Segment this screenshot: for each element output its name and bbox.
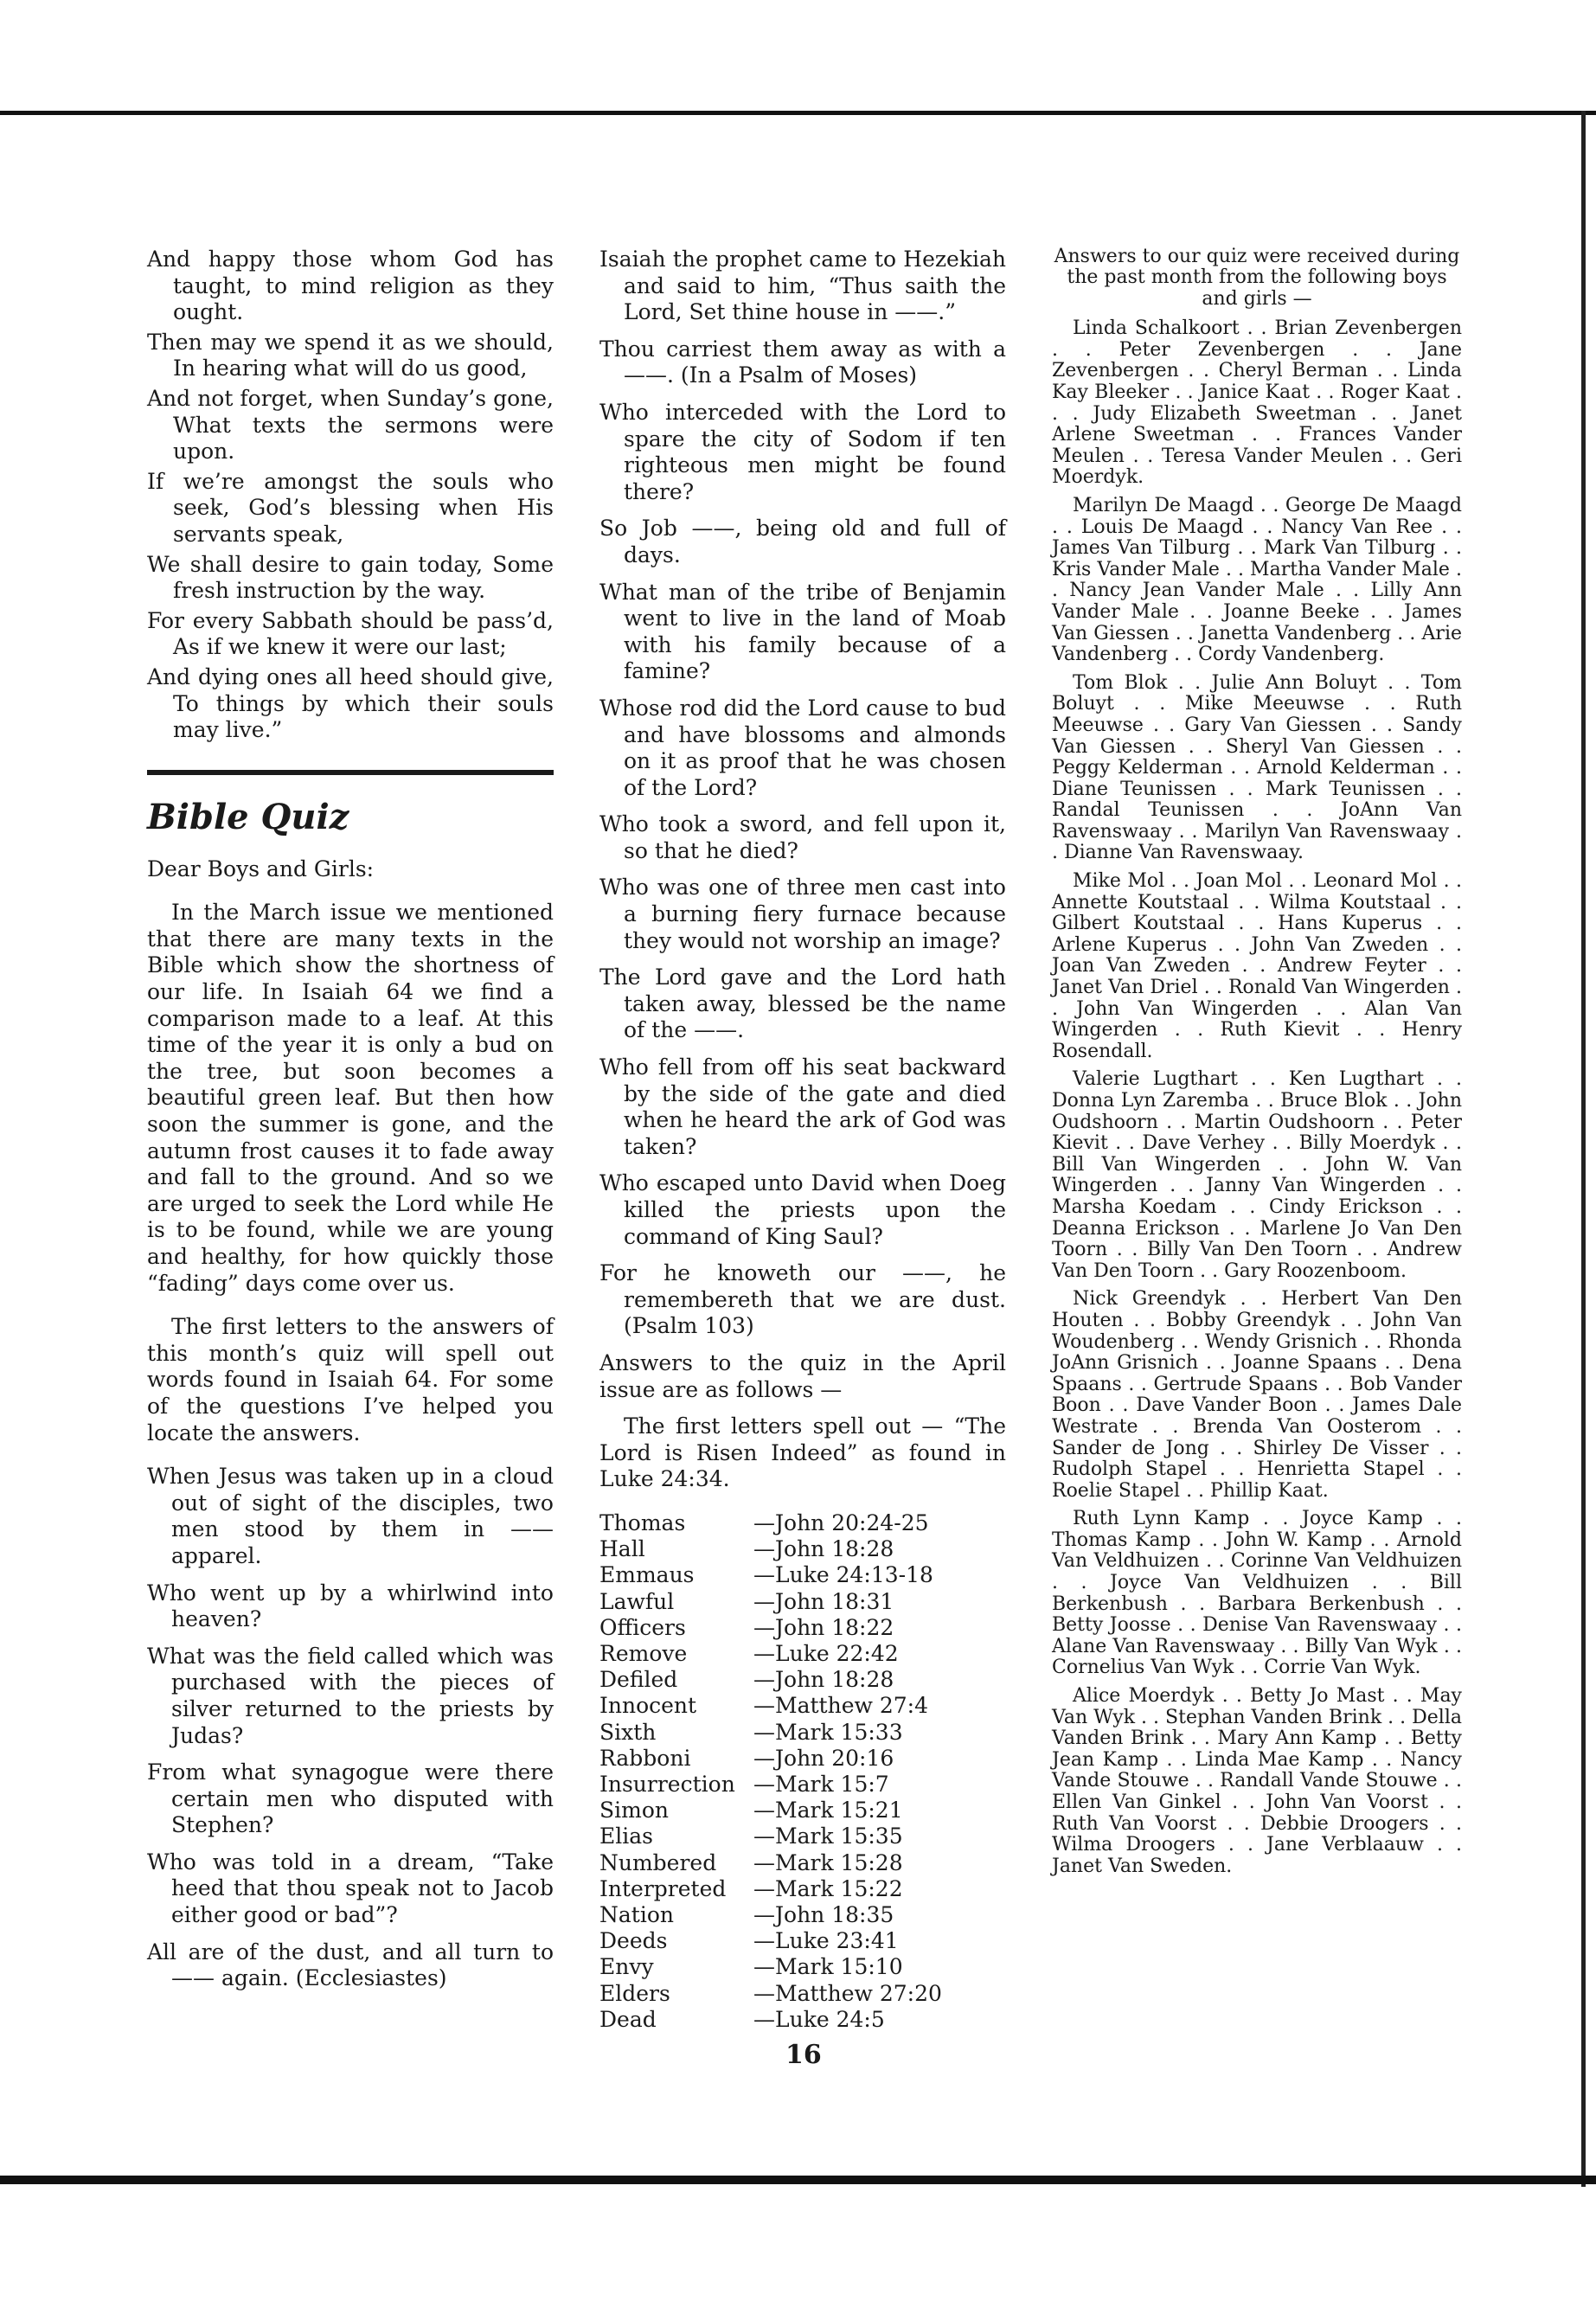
column-right	[1052, 247, 1462, 1884]
quiz-paragraph: The first letters to the answers of this month’s quiz will spell out words found in Isaiah 64. For some of the questions I’ve helped you locate the answers.	[147, 1314, 554, 1445]
answer-word: Interpreted	[599, 1875, 727, 1901]
page-edge-bottom	[0, 2176, 1596, 2184]
quiz-question: From what synagogue were there certain men who disputed with Stephen?	[147, 1759, 554, 1838]
poem-line: And dying ones all heed should give, To things by which their souls may live.”	[147, 663, 554, 743]
answer-row	[599, 1902, 942, 1928]
poem-line: We shall desire to gain today, Some fresh instruction by the way.	[147, 551, 554, 604]
answer-row	[599, 2007, 942, 2033]
poem-line: Then may we spend it as we should, In hearing what will do us good,	[147, 329, 554, 381]
quiz-question: When Jesus was taken up in a cloud out of sight of the disciples, two men stood by them in —— apparel.	[147, 1464, 554, 1568]
poem	[147, 247, 554, 744]
quiz-question: Thou carriest them away as with a ——. (In a Psalm of Moses)	[599, 336, 1006, 388]
poem-line: And happy those whom God has taught, to mind religion as they ought.	[147, 247, 554, 325]
names-paragraph: Ruth Lynn Kamp . . Joyce Kamp . . Thomas Kamp . . John W. Kamp . . Arnold Van Veldhuizen . . Corinne Van Veldhuizen . . Joyce Van Veldhuizen . . Bill Berkenbush . . Barbara Berkenbush . . Betty Joosse . . Denise Van Ravenswaay . . Alane Van Ravenswaay . . Billy Van Wyk . . Cornelius Van Wyk . . Corrie Van Wyk.	[1052, 1508, 1462, 1679]
quiz-question: Who was one of three men cast into a burning fiery furnace because they would not worship an image?	[599, 875, 1006, 953]
answer-row	[599, 1589, 942, 1615]
answer-reference: —Mark 15:33	[753, 1719, 903, 1745]
names-paragraph: Mike Mol . . Joan Mol . . Leonard Mol . . Annette Koutstaal . . Wilma Koutstaal . . Gilbert Koutstaal . . Hans Kuperus . . Arlene Kuperus . . John Van Zweden . . Joan Van Zweden . . Andrew Feyter . . Janet Van Driel . . Ronald Van Wingerden . . John Van Wingerden . . Alan Van Wingerden . . Ruth Kievit . . Henry Rosendall.	[1052, 870, 1462, 1062]
answer-reference: —John 18:35	[753, 1901, 894, 1927]
quiz-question: Whose rod did the Lord cause to bud and have blossoms and almonds on it as proof that he was chosen of the Lord?	[599, 695, 1006, 800]
quiz-question: Who was told in a dream, “Take heed that thou speak not to Jacob either good or bad”?	[147, 1849, 554, 1928]
answer-row	[599, 1667, 942, 1693]
answers-note: The first letters spell out — “The Lord is Risen Indeed” as found in Luke 24:34.	[599, 1413, 1006, 1492]
answer-word: Dead	[599, 2006, 657, 2032]
names-paragraph: Linda Schalkoort . . Brian Zevenbergen . . Peter Zevenbergen . . Jane Zevenbergen . . Cheryl Berman . . Linda Kay Bleeker . . Janice Kaat . . Roger Kaat . . . Judy Elizabeth Sweetman . . Janet Arlene Sweetman . . Frances Vander Meulen . . Teresa Vander Meulen . . Geri Moerdyk.	[1052, 317, 1462, 489]
answers-intro: Answers to the quiz in the April issue are as follows —	[599, 1349, 1006, 1402]
names-paragraph: Valerie Lugthart . . Ken Lugthart . . Donna Lyn Zaremba . . Bruce Blok . . John Oudshoorn . . Martin Oudshoorn . . Peter Kievit . . Dave Verhey . . Billy Moerdyk . . Bill Van Wingerden . . John W. Van Wingerden . . Janny Van Wingerden . . Marsha Koedam . . Cindy Erickson . . Deanna Erickson . . Marlene Jo Van Den Toorn . . Billy Van Den Toorn . . Andrew Van Den Toorn . . Gary Roozenboom.	[1052, 1068, 1462, 1282]
poem-line: And not forget, when Sunday’s gone, What texts the sermons were upon.	[147, 385, 554, 465]
answer-reference: —John 18:28	[753, 1536, 894, 1562]
answer-reference: —Mark 15:28	[753, 1849, 903, 1875]
answer-word: Deeds	[599, 1928, 668, 1954]
quiz-salutation: Dear Boys and Girls:	[147, 856, 375, 881]
answer-row	[599, 1693, 942, 1719]
answer-row	[599, 1981, 942, 2007]
answer-reference: —Mark 15:10	[753, 1954, 903, 1980]
quiz-question: Who escaped unto David when Doeg killed the priests upon the command of King Saul?	[599, 1170, 1006, 1249]
quiz-question: Who interceded with the Lord to spare the city of Sodom if ten righteous men might be found there?	[599, 399, 1006, 504]
answer-row	[599, 1536, 942, 1562]
answer-word: Sixth	[599, 1719, 657, 1745]
answer-reference: —Luke 22:42	[753, 1640, 899, 1666]
quiz-question: For he knoweth our ——, he remembereth that we are dust. (Psalm 103)	[599, 1260, 1006, 1339]
quiz-question: Who fell from off his seat backward by the side of the gate and died when he heard the ark of God was taken?	[599, 1054, 1006, 1159]
answer-word: Innocent	[599, 1693, 697, 1719]
page-edge-top	[0, 111, 1596, 115]
section-divider	[147, 770, 554, 775]
quiz-paragraph: In the March issue we mentioned that there are many texts in the Bible which show the shortness of our life. In Isaiah 64 we find a comparison made to a leaf. At this time of the year it is only a bud on the tree, but soon becomes a beautiful green leaf. But then how soon the summer is gone, and the autumn frost causes it to fade away and fall to the ground. And so we are urged to seek the Lord while He is to be found, while we are young and healthy, for how quickly those “fading” days come over us.	[147, 900, 554, 1296]
answer-row	[599, 1798, 942, 1823]
answer-word: Officers	[599, 1614, 686, 1640]
answer-reference: —Mark 15:22	[753, 1875, 903, 1901]
answer-reference: —Mark 15:7	[753, 1771, 889, 1797]
quiz-question: So Job ——, being old and full of days.	[599, 516, 1006, 567]
answer-row	[599, 1823, 942, 1849]
answer-word: Elders	[599, 1980, 670, 2006]
quiz-question: Isaiah the prophet came to Hezekiah and said to him, “Thus saith the Lord, Set thine house in ——.”	[599, 247, 1006, 325]
answer-row	[599, 1720, 942, 1746]
answer-reference: —John 20:16	[753, 1745, 894, 1771]
answer-word: Defiled	[599, 1667, 678, 1693]
answer-word: Simon	[599, 1798, 669, 1823]
answer-reference: —John 18:31	[753, 1588, 894, 1614]
quiz-question: All are of the dust, and all turn to —— again. (Ecclesiastes)	[147, 1939, 554, 1991]
quiz-question: Who took a sword, and fell upon it, so that he died?	[599, 811, 1006, 863]
quiz-question: What was the field called which was purchased with the pieces of silver returned to the priests by Judas?	[147, 1643, 554, 1748]
answer-row	[599, 1954, 942, 1980]
column-left	[147, 247, 554, 2003]
answer-row	[599, 1562, 942, 1588]
quiz-question: What man of the tribe of Benjamin went to live in the land of Moab with his family because of a famine?	[599, 579, 1006, 684]
answer-word: Hall	[599, 1536, 645, 1562]
answer-word: Emmaus	[599, 1562, 695, 1588]
answer-word: Lawful	[599, 1588, 675, 1614]
answer-reference: —John 20:24-25	[753, 1509, 929, 1535]
answer-reference: —Luke 23:41	[753, 1928, 899, 1954]
column-middle	[599, 247, 1006, 2033]
answer-row	[599, 1510, 942, 1536]
names-paragraph: Tom Blok . . Julie Ann Boluyt . . Tom Boluyt . . Mike Meeuwse . . Ruth Meeuwse . . Gary Van Giessen . . Sandy Van Giessen . . Sheryl Van Giessen . . Peggy Kelderman . . Arnold Kelderman . . Diane Teunissen . . Mark Teunissen . . Randal Teunissen . . JoAnn Van Ravenswaay . . Marilyn Van Ravenswaay . . Dianne Van Ravenswaay.	[1052, 671, 1462, 864]
answer-reference: —John 18:28	[753, 1667, 894, 1693]
answer-word: Thomas	[599, 1509, 686, 1535]
poem-line: If we’re amongst the souls who seek, God’s blessing when His servants speak,	[147, 468, 554, 547]
answer-row	[599, 1615, 942, 1641]
answer-row	[599, 1746, 942, 1772]
answers-table	[599, 1510, 942, 2033]
answer-word: Elias	[599, 1823, 653, 1849]
names-paragraph: Nick Greendyk . . Herbert Van Den Houten . . Bobby Greendyk . . John Van Woudenberg . . Wendy Grisnich . . Rhonda JoAnn Grisnich . . Joanne Spaans . . Dena Spaans . . Gertrude Spaans . . Bob Vander Boon . . Dave Vander Boon . . James Dale Westrate . . Brenda Van Oosterom . . Sander de Jong . . Shirley De Visser . . Rudolph Stapel . . Henrietta Stapel . . Roelie Stapel . . Phillip Kaat.	[1052, 1288, 1462, 1502]
quiz-question: Who went up by a whirlwind into heaven?	[147, 1580, 554, 1632]
answer-word: Numbered	[599, 1849, 717, 1875]
answer-reference: —John 18:22	[753, 1614, 894, 1640]
answer-word: Nation	[599, 1901, 674, 1927]
page-number: 16	[785, 2040, 822, 2070]
answer-reference: —Matthew 27:4	[753, 1693, 928, 1719]
answer-row	[599, 1876, 942, 1902]
page-edge-right	[1581, 111, 1586, 2187]
names-paragraph: Alice Moerdyk . . Betty Jo Mast . . May Van Wyk . . Stephan Vanden Brink . . Della Vanden Brink . . Mary Ann Kamp . . Betty Jean Kamp . . Linda Mae Kamp . . Nancy Vande Stouwe . . Randall Vande Stouwe . . Ellen Van Ginkel . . John Van Voorst . . Ruth Van Voorst . . Debbie Droogers . . Wilma Droogers . . Jane Verblaauw . . Janet Van Sweden.	[1052, 1685, 1462, 1877]
quiz-title: Bible Quiz	[147, 796, 349, 837]
answer-reference: —Matthew 27:20	[753, 1980, 942, 2006]
names-intro: Answers to our quiz were received during the past month from the following boys and girls —	[1054, 246, 1460, 310]
answer-word: Rabboni	[599, 1745, 691, 1771]
names-paragraph: Marilyn De Maagd . . George De Maagd . . Louis De Maagd . . Nancy Van Ree . . James Van Tilburg . . Mark Van Tilburg . . Kris Vander Male . . Martha Vander Male . . Nancy Jean Vander Male . . Lilly Ann Vander Male . . Joanne Beeke . . James Van Giessen . . Janetta Vandenberg . . Arie Vandenberg . . Cordy Vandenberg.	[1052, 494, 1462, 666]
answer-word: Insurrection	[599, 1771, 735, 1797]
answer-word: Envy	[599, 1954, 654, 1980]
answer-reference: —Luke 24:5	[753, 2006, 885, 2032]
quiz-question: The Lord gave and the Lord hath taken away, blessed be the name of the ——.	[599, 965, 1006, 1043]
answer-row	[599, 1928, 942, 1954]
answer-row	[599, 1772, 942, 1798]
answer-reference: —Mark 15:35	[753, 1823, 903, 1849]
answer-row	[599, 1641, 942, 1667]
poem-line: For every Sabbath should be pass’d, As if we knew it were our last;	[147, 607, 554, 660]
answer-row	[599, 1850, 942, 1876]
answer-reference: —Mark 15:21	[753, 1798, 903, 1823]
answer-word: Remove	[599, 1640, 688, 1666]
answer-reference: —Luke 24:13-18	[753, 1562, 933, 1588]
